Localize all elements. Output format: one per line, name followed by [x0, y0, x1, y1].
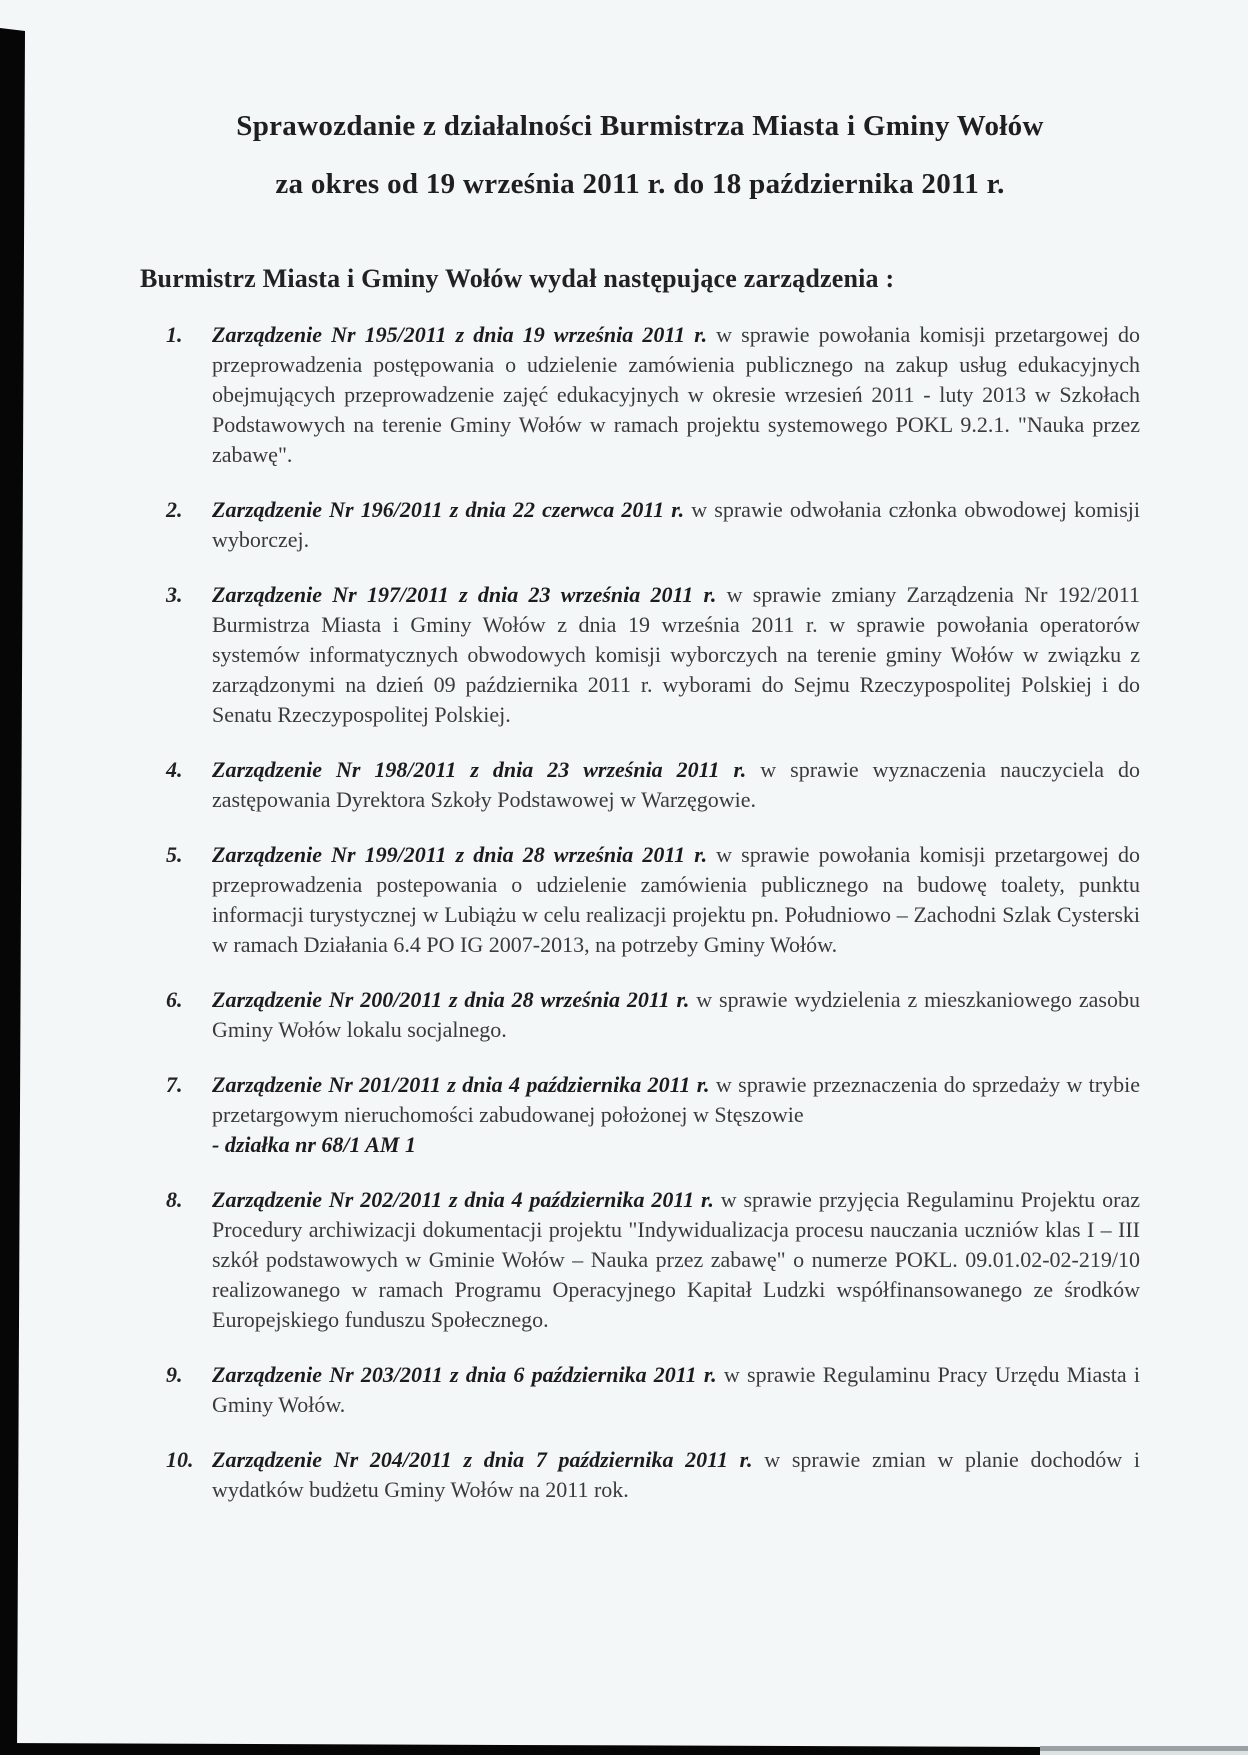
ordinance-number: 5.: [166, 842, 183, 867]
ordinance-item: [140, 1360, 1140, 1420]
ordinance-plot-reference: - działka nr 68/1 AM 1: [212, 1132, 416, 1157]
ordinance-title: Zarządzenie Nr 198/2011 z dnia 23 września 2011 r.: [212, 757, 747, 782]
ordinance-number: 6.: [166, 987, 183, 1012]
ordinance-description: w sprawie powołania komisji przetargowej do przeprowadzenia postepowania o udzielenie zamówienia publicznego na budowę toalety, punktu informacji turystycznej w Lubiążu w celu realizacji projektu pn. Południowo – Zachodni Szlak Cysterski w ramach Działania 6.4 PO IG 2007-2013, na potrzeby Gminy Wołów.: [212, 842, 1140, 957]
ordinance-description: w sprawie zmian w planie dochodów i wydatków budżetu Gminy Wołów na 2011 rok.: [212, 1447, 1140, 1502]
ordinance-description: w sprawie wyznaczenia nauczyciela do zastępowania Dyrektora Szkoły Podstawowej w Warzęgowie.: [212, 757, 1140, 812]
scan-edge-left: [0, 0, 28, 1755]
ordinance-item: [140, 1445, 1140, 1505]
ordinance-description: w sprawie przyjęcia Regulaminu Projektu oraz Procedury archiwizacji dokumentacji projektu "Indywidualizacja procesu nauczania uczniów klas I – III szkół podstawowych w Gminie Wołów – Nauka przez zabawę" o numerze POKL. 09.01.02-02-219/10 realizowanego w ramach Programu Operacyjnego Kapitał Ludzki współfinansowanego ze środków Europejskiego funduszu Społecznego.: [212, 1187, 1140, 1332]
ordinance-item: [140, 320, 1140, 470]
ordinance-item: [140, 495, 1140, 555]
ordinance-title: Zarządzenie Nr 196/2011 z dnia 22 czerwca 2011 r.: [212, 497, 685, 522]
ordinance-number: 4.: [166, 757, 183, 782]
scan-edge-bottom: [0, 1740, 1046, 1755]
ordinance-item: [140, 985, 1140, 1045]
section-heading: Burmistrz Miasta i Gminy Wołów wydał następujące zarządzenia :: [140, 264, 895, 293]
ordinance-number: 8.: [166, 1187, 183, 1212]
ordinance-title: Zarządzenie Nr 199/2011 z dnia 28 września 2011 r.: [212, 842, 708, 867]
ordinance-number: 2.: [166, 497, 183, 522]
ordinance-item: [140, 840, 1140, 960]
ordinance-description: w sprawie Regulaminu Pracy Urzędu Miasta i Gminy Wołów.: [212, 1362, 1140, 1417]
ordinance-title: Zarządzenie Nr 203/2011 z dnia 6 października 2011 r.: [212, 1362, 717, 1387]
ordinance-number: 9.: [166, 1362, 183, 1387]
ordinance-item: [140, 1185, 1140, 1335]
title-line-2: za okres od 19 września 2011 r. do 18 października 2011 r.: [275, 168, 1005, 200]
ordinance-item: [140, 580, 1140, 730]
scan-edge-bottom-light: [1040, 1751, 1248, 1755]
ordinance-title: Zarządzenie Nr 204/2011 z dnia 7 października 2011 r.: [212, 1447, 753, 1472]
ordinance-title: Zarządzenie Nr 202/2011 z dnia 4 października 2011 r.: [212, 1187, 714, 1212]
ordinance-title: Zarządzenie Nr 200/2011 z dnia 28 września 2011 r.: [212, 987, 690, 1012]
ordinance-item: [140, 1070, 1140, 1160]
ordinance-description: w sprawie zmiany Zarządzenia Nr 192/2011 Burmistrza Miasta i Gminy Wołów z dnia 19 września 2011 r. w sprawie powołania operatorów systemów informatycznych obwodowych komisji wyborczych na terenie gminy Wołów w związku z zarządzonymi na dzień 09 października 2011 r. wyborami do Sejmu Rzeczypospolitej Polskiej i do Senatu Rzeczypospolitej Polskiej.: [212, 582, 1140, 727]
document-content: [140, 0, 1140, 1505]
ordinance-description: w sprawie odwołania członka obwodowej komisji wyborczej.: [212, 497, 1140, 552]
ordinance-description: w sprawie wydzielenia z mieszkaniowego zasobu Gminy Wołów lokalu socjalnego.: [212, 987, 1140, 1042]
ordinance-title: Zarządzenie Nr 195/2011 z dnia 19 września 2011 r.: [212, 322, 708, 347]
ordinance-title: Zarządzenie Nr 201/2011 z dnia 4 października 2011 r.: [212, 1072, 710, 1097]
ordinance-description: w sprawie powołania komisji przetargowej do przeprowadzenia postępowania o udzielenie zamówienia publicznego na zakup usług edukacyjnych obejmujących przeprowadzenie zajęć edukacyjnych w okresie wrzesień 2011 - luty 2013 w Szkołach Podstawowych na terenie Gminy Wołów w ramach projektu systemowego POKL 9.2.1. "Nauka przez zabawę".: [212, 322, 1140, 467]
ordinance-number: 3.: [166, 582, 183, 607]
ordinance-item: [140, 755, 1140, 815]
title-line-1: Sprawozdanie z działalności Burmistrza Miasta i Gminy Wołów: [236, 110, 1044, 142]
document-title: [140, 108, 1140, 202]
ordinance-list: [140, 320, 1140, 1505]
ordinance-title: Zarządzenie Nr 197/2011 z dnia 23 września 2011 r.: [212, 582, 717, 607]
ordinance-description: w sprawie przeznaczenia do sprzedaży w trybie przetargowym nieruchomości zabudowanej położonej w Stęszowie: [212, 1072, 1140, 1127]
ordinance-number: 1.: [166, 322, 183, 347]
ordinance-number: 7.: [166, 1072, 183, 1097]
ordinance-number: 10.: [166, 1447, 194, 1472]
